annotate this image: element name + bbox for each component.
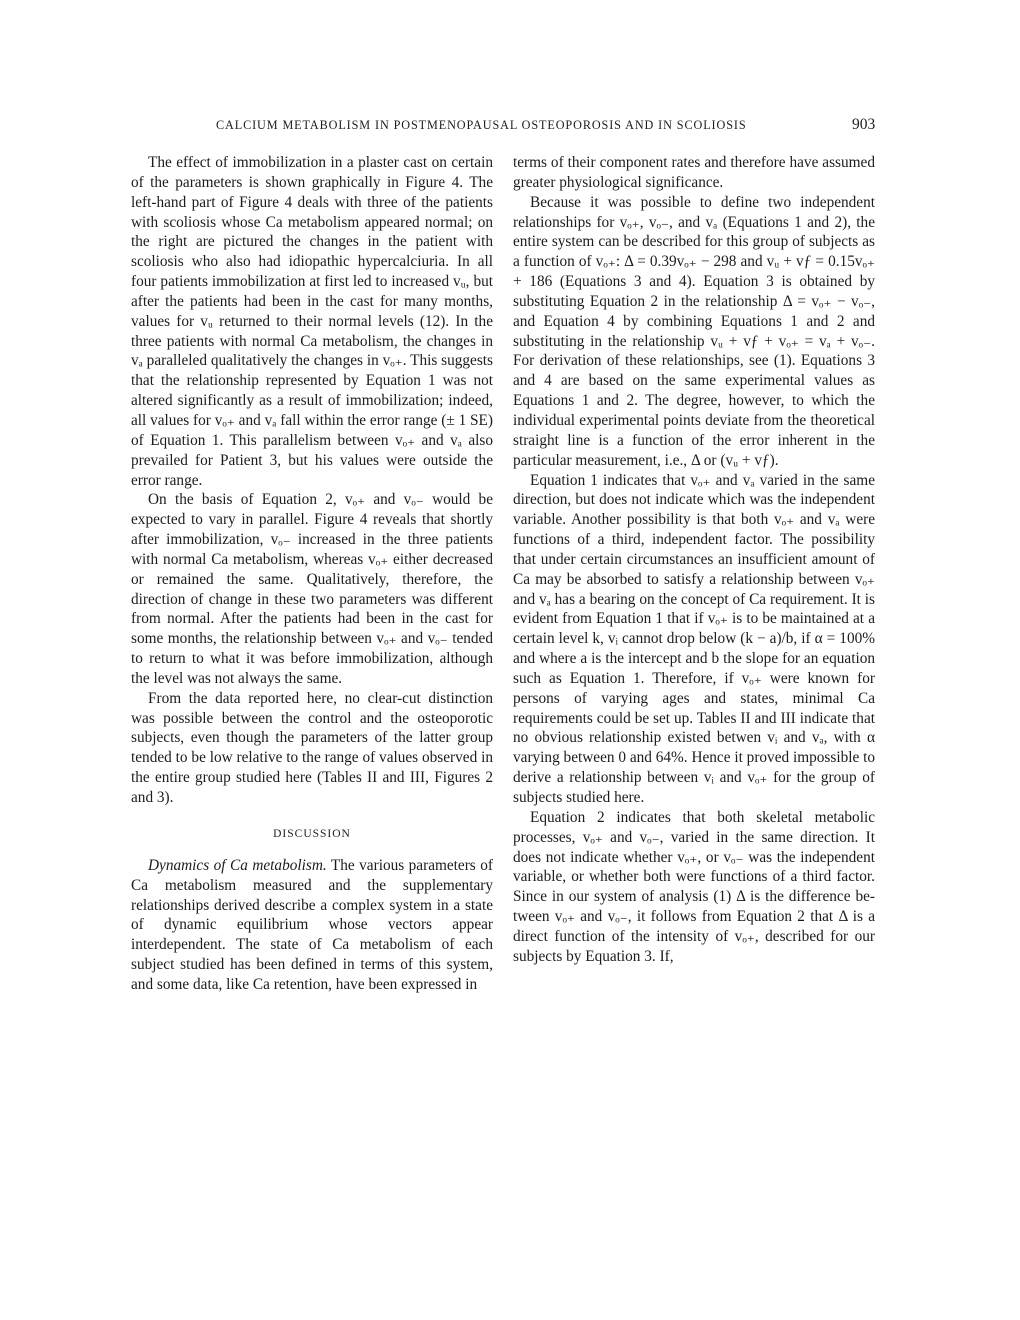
paragraph-control-vs-osteoporotic: From the data reported here, no clear-cut distinction was possible between the control and the osteoporotic subjects, even though the parameters of the latter group tended to be low relative to the range of values observed in the entire group studied here (Tables II and III, Figures 2 and 3). (131, 689, 493, 806)
right-column (513, 153, 875, 967)
paragraph-equation-2-parallel: On the basis of Equation 2, vₒ₊ and vₒ₋ would be expected to vary in parallel. Figure 4 reveals that shortly after immobilization, vₒ₋ increased in the three patients with normal Ca metabolism, whereas vₒ₊ either decreased or remained the same. Qualitatively, therefore, the direction of change in these two parameters was different from normal. After the patients had been in the cast for some months, the relationship between vₒ₊ and vₒ₋ tended to return to what it was before immobilization, although the level was not always the same. (131, 491, 493, 687)
paragraph-dynamics-body: The various parameters of Ca metabolism measured and the supplementary relationships derived describe a complex system in a state of dynamic equilibrium whose vectors appear interdependent. The state of Ca metabolism of each subject studied has been defined in terms of this system, and some data, like Ca retention, have been expressed in (131, 856, 493, 993)
paragraph-dynamics-of-ca-metabolism (131, 856, 493, 995)
section-heading-discussion: DISCUSSION (273, 827, 351, 840)
paragraph-run-in-heading: Dynamics of Ca metabolism. (148, 856, 327, 874)
paragraph-continuation: terms of their component rates and therefore have assumed greater physiological significance. (513, 154, 875, 191)
left-column (131, 153, 493, 995)
running-title: CALCIUM METABOLISM IN POSTMENOPAUSAL OSTEOPOROSIS AND IN SCOLIOSIS (216, 118, 747, 132)
paragraph-immobilization-effect: The effect of immobilization in a plaster cast on certain of the parameters is shown graphically in Figure 4. The left-hand part of Figure 4 deals with three of the patients with scoliosis whose Ca metabolism appeared normal; on the right are pictured the changes in the patient with scoliosis who also had idiopathic hypercalciuria. In all four patients immobilization at first led to increased vᵤ, but after the patients had been in the cast for many months, values for vᵤ returned to their normal levels (12). In the three patients with normal Ca metabolism, the changes in vₐ paralleled qualitatively the changes in vₒ₊. This suggests that the relationship represented by Equation 1 was not altered significantly as a result of immobilization; indeed, all values for vₒ₊ and vₐ fall within the error range (± 1 SE) of Equation 1. This parallelism between vₒ₊ and vₐ also prevailed for Patient 3, but his values were outside the error range. (131, 154, 493, 489)
paragraph-equation-2: Equation 2 indicates that both skeletal metabolic processes, vₒ₊ and vₒ₋, varied in the same direction. It does not indicate whether vₒ₊, or vₒ₋ was the independent variable, or whether both were functions of a third factor. Since in our system of analysis (1) Δ is the difference between vₒ₊ and vₒ₋, it follows from Equation 2 that Δ is a direct function of the intensity of vₒ₊, described for our subjects by Equation 3. If, (513, 808, 875, 965)
page-number: 903 (852, 116, 876, 133)
paragraph-system-function: Because it was possible to define two independent relationships for vₒ₊, vₒ₋, and vₐ (Equations 1 and 2), the entire system can be described for this group of subjects as a function of vₒ₊: Δ = 0.39vₒ₊ − 298 and vᵤ + vƒ = 0.15vₒ₊ + 186 (Equations 3 and 4). Equation 3 is obtained by substituting Equation 2 in the relationship Δ = vₒ₊ − vₒ₋, and Equation 4 by combining Equations 1 and 2 and substituting in the relationship vᵤ + vƒ + vₒ₊ = vₐ + vₒ₋. For derivation of these relationships, see (1). Equations 3 and 4 are based on the same experimental values as Equations 1 and 2. The degree, however, to which the individual experimental points deviate from the theoretical straight line is a function of the error inherent in the particular measurement, i.e., Δ or (vᵤ + vƒ). (513, 193, 875, 469)
running-head (0, 118, 1020, 140)
paragraph-equation-1: Equation 1 indicates that vₒ₊ and vₐ varied in the same direction, but does not indicate which was the independent variable. Another possibility is that both vₒ₊ and vₐ were functions of a third, independent factor. The possibility that under certain circumstances an insufficient amount of Ca may be absorbed to satisfy a relationship between vₒ₊ and vₐ has a bearing on the concept of Ca requirement. It is evident from Equation 1 that if vₒ₊ is to be maintained at a certain level k, vᵢ cannot drop below (k − a)/b, if α = 100% and where a is the intercept and b the slope for an equation such as Equation 1. Therefore, if vₒ₊ were known for persons of varying ages and states, minimal Ca requirements could be set up. Tables II and III indicate that no obvious relationship existed betwen vᵢ and vₐ, with α varying between 0 and 64%. Hence it proved impossible to derive a relationship between vᵢ and vₒ₊ for the group of subjects studied here. (513, 471, 875, 806)
